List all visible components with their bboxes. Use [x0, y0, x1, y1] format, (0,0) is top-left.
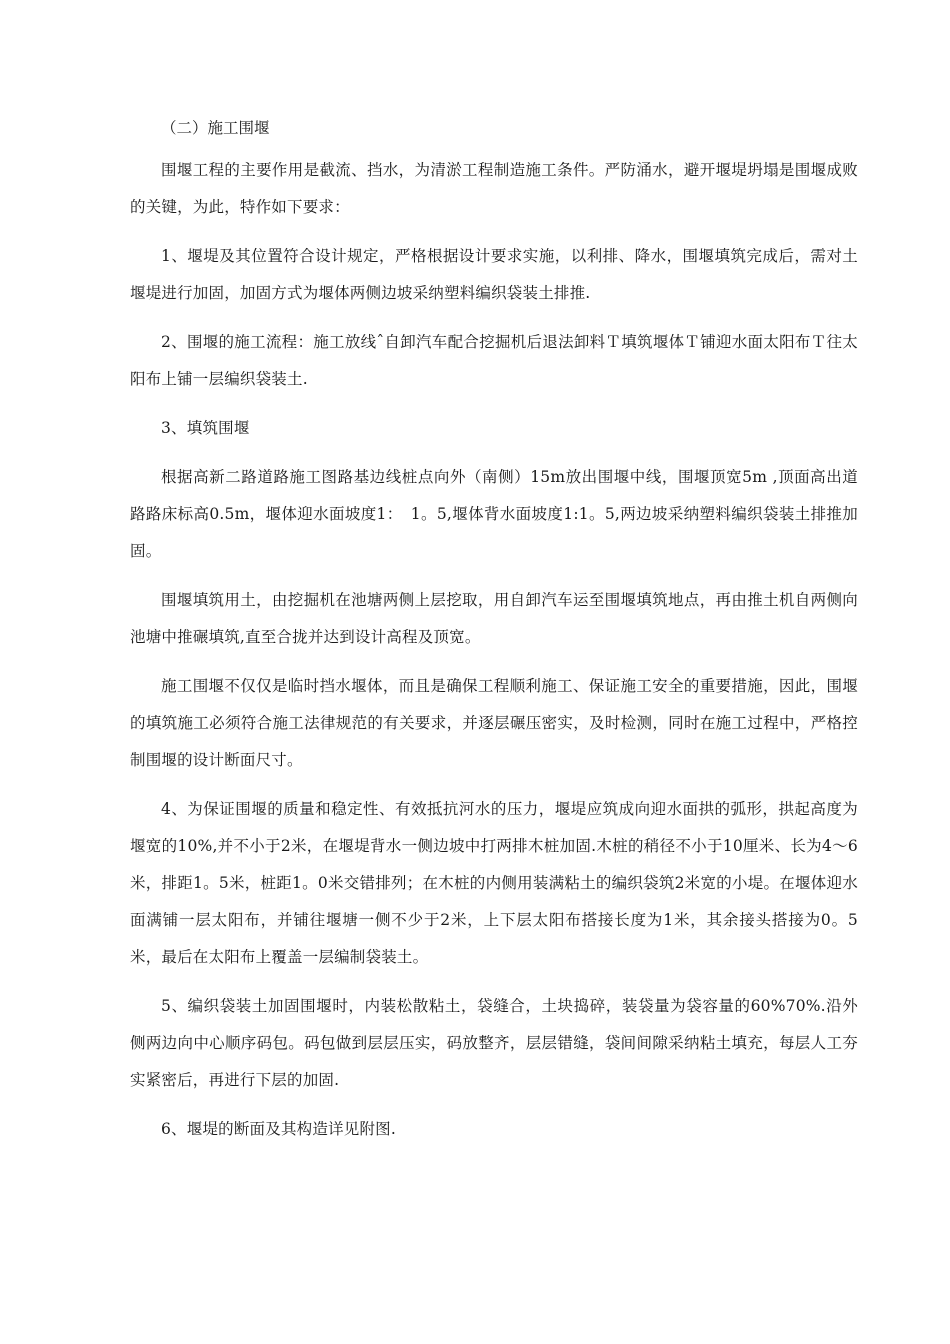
paragraph-item-2: 2、围堰的施工流程：施工放线ˆ自卸汽车配合挖掘机后退法卸料Ｔ填筑堰体Ｔ铺迎水面太阳布Ｔ往太阳布上铺一层编织袋装土. [130, 333, 858, 388]
section-title: （二）施工围堰 [161, 119, 270, 137]
document-body [130, 112, 858, 1160]
paragraph-item-6: 6、堰堤的断面及其构造详见附图. [161, 1120, 396, 1138]
paragraph-item-1: 1、堰堤及其位置符合设计规定，严格根据设计要求实施，以利排、降水，围堰填筑完成后，需对土堰堤进行加固，加固方式为堰体两侧边坡采纳塑料编织袋装土排推. [130, 247, 858, 302]
paragraph-intro: 围堰工程的主要作用是截流、挡水，为清淤工程制造施工条件。严防涌水，避开堰堤坍塌是围堰成败的关键，为此，特作如下要求： [130, 161, 858, 216]
paragraph-safety-measures: 施工围堰不仅仅是临时挡水堰体，而且是确保工程顺利施工、保证施工安全的重要措施，因此，围堰的填筑施工必须符合施工法律规范的有关要求，并逐层碾压密实，及时检测，同时在施工过程中，严格控制围堰的设计断面尺寸。 [130, 677, 858, 769]
paragraph-item-3-heading: 3、填筑围堰 [161, 419, 250, 437]
paragraph-fill-soil: 围堰填筑用土，由挖掘机在池塘两侧上层挖取，用自卸汽车运至围堰填筑地点，再由推土机自两侧向池塘中推碾填筑,直至合拢并达到设计高程及顶宽。 [130, 591, 858, 646]
paragraph-item-4: 4、为保证围堰的质量和稳定性、有效抵抗河水的压力，堰堤应筑成向迎水面拱的弧形，拱起高度为堰宽的10%,并不小于2米，在堰堤背水一侧边坡中打两排木桩加固.木桩的稍径不小于10厘米、长为4〜6米，排距1。5米，桩距1。0米交错排列；在木桩的内侧用装满粘土的编织袋筑2米宽的小堤。在堰体迎水面满铺一层太阳布，并铺往堰塘一侧不少于2米，上下层太阳布搭接长度为1米，其余接头搭接为0。5米，最后在太阳布上覆盖一层编制袋装土。 [130, 800, 858, 966]
paragraph-cofferdam-layout: 根据高新二路道路施工图路基边线桩点向外（南侧）15m放出围堰中线，围堰顶宽5m ,顶面高出道路路床标高0.5m，堰体迎水面坡度1： 1。5,堰体背水面坡度1:1。5,两边坡采纳塑料编织袋装土排推加固。 [130, 468, 858, 560]
paragraph-item-5: 5、编织袋装土加固围堰时，内装松散粘土，袋缝合，土块捣碎，装袋量为袋容量的60%70%.沿外侧两边向中心顺序码包。码包做到层层压实，码放整齐，层层错缝，袋间间隙采纳粘土填充，每层人工夯实紧密后，再进行下层的加固. [130, 997, 858, 1089]
